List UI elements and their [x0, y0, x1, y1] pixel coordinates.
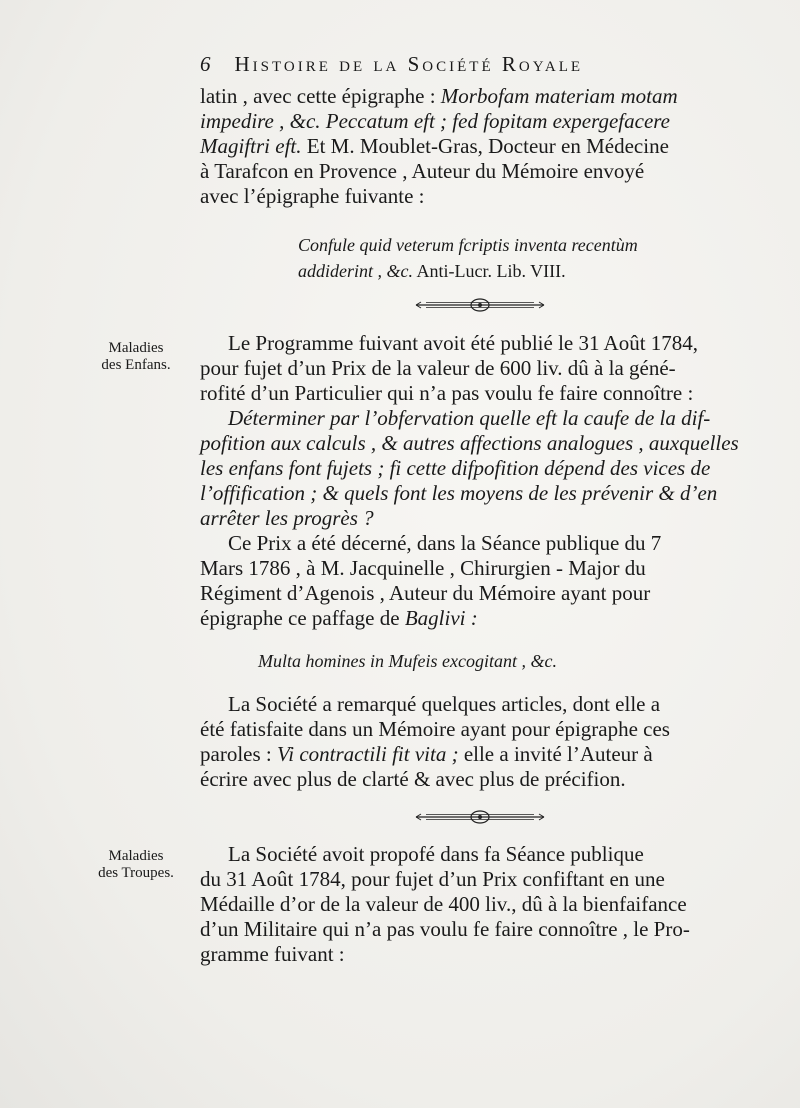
- text-line: rofité d’un Particulier qui n’a pas voulu fe faire connoître :: [200, 381, 694, 405]
- margin-note-line: des Enfans.: [101, 357, 171, 373]
- text-line: Régiment d’Agenois , Auteur du Mémoire ayant pour: [200, 581, 651, 605]
- epigraph-text: impedire , &c. Peccatum eft ; fed fopitam expergefacere: [200, 109, 670, 133]
- text-line: à Tarafcon en Provence , Auteur du Mémoire envoyé: [200, 159, 645, 183]
- text-line: [200, 134, 669, 158]
- text-line: pour fujet d’un Prix de la valeur de 600 liv. dû à la géné-: [200, 356, 676, 380]
- margin-note: [86, 340, 186, 374]
- text-line: écrire avec plus de clarté & avec plus de précifion.: [200, 767, 626, 791]
- text-run: paroles :: [200, 742, 277, 766]
- ornament-divider: [412, 298, 548, 312]
- quote-source: Anti-Lucr. Lib. VIII.: [413, 261, 566, 281]
- text-line: [200, 84, 678, 108]
- programme-text: Déterminer par l’obfervation quelle eft la caufe de la dif-: [228, 406, 711, 430]
- text-run: latin , avec cette épigraphe :: [200, 84, 441, 108]
- epigraph-text: Morbofam materiam motam: [440, 84, 678, 108]
- text-line: gramme fuivant :: [200, 942, 345, 966]
- quote-line: Multa homines in Mufeis excogitant , &c.: [258, 651, 557, 671]
- running-header: [200, 52, 686, 77]
- text-line: Le Programme fuivant avoit été publié le 31 Août 1784,: [228, 331, 699, 355]
- text-run: épigraphe ce paffage de: [200, 606, 405, 630]
- epigraph-text: Magiftri eft.: [200, 134, 302, 158]
- ornament-divider: [412, 810, 548, 824]
- programme-text: les enfans font fujets ; fi cette difpofition dépend des vices de: [200, 456, 711, 480]
- text-line: du 31 Août 1784, pour fujet d’un Prix confiftant en une: [200, 867, 665, 891]
- margin-note: [86, 848, 186, 882]
- text-run: elle a invité l’Auteur à: [458, 742, 653, 766]
- text-line: [200, 606, 478, 630]
- text-line: La Société avoit propofé dans fa Séance publique: [228, 842, 644, 866]
- quote-text: addiderint , &c.: [298, 261, 413, 281]
- page-number: 6: [200, 52, 213, 76]
- quote-line: [298, 258, 566, 284]
- text-line: La Société a remarqué quelques articles, dont elle a: [228, 692, 661, 716]
- programme-text: arrêter les progrès ?: [200, 506, 374, 530]
- epigraph-text: Vi contractili fit vita ;: [276, 742, 459, 766]
- author-name: Baglivi :: [404, 606, 478, 630]
- text-line: [200, 742, 653, 766]
- running-title: Histoire de la Société Royale: [234, 52, 584, 76]
- margin-note-line: des Troupes.: [98, 865, 174, 881]
- text-run: Et M. Moublet-Gras, Docteur en Médecine: [301, 134, 669, 158]
- programme-text: l’offification ; & quels font les moyens de les prévenir & d’en: [200, 481, 718, 505]
- quote-line: Confule quid veterum fcriptis inventa recentùm: [298, 235, 638, 255]
- margin-note-line: Maladies: [108, 848, 164, 864]
- text-line: d’un Militaire qui n’a pas voulu fe faire connoître , le Pro-: [200, 917, 690, 941]
- programme-text: pofition aux calculs , & autres affections analogues , auxquelles: [200, 431, 739, 455]
- text-line: avec l’épigraphe fuivante :: [200, 184, 425, 208]
- text-line: Mars 1786 , à M. Jacquinelle , Chirurgien - Major du: [200, 556, 646, 580]
- text-line: Médaille d’or de la valeur de 400 liv., dû à la bienfaifance: [200, 892, 687, 916]
- text-line: été fatisfaite dans un Mémoire ayant pour épigraphe ces: [200, 717, 670, 741]
- text-line: Ce Prix a été décerné, dans la Séance publique du 7: [228, 531, 662, 555]
- margin-note-line: Maladies: [108, 340, 164, 356]
